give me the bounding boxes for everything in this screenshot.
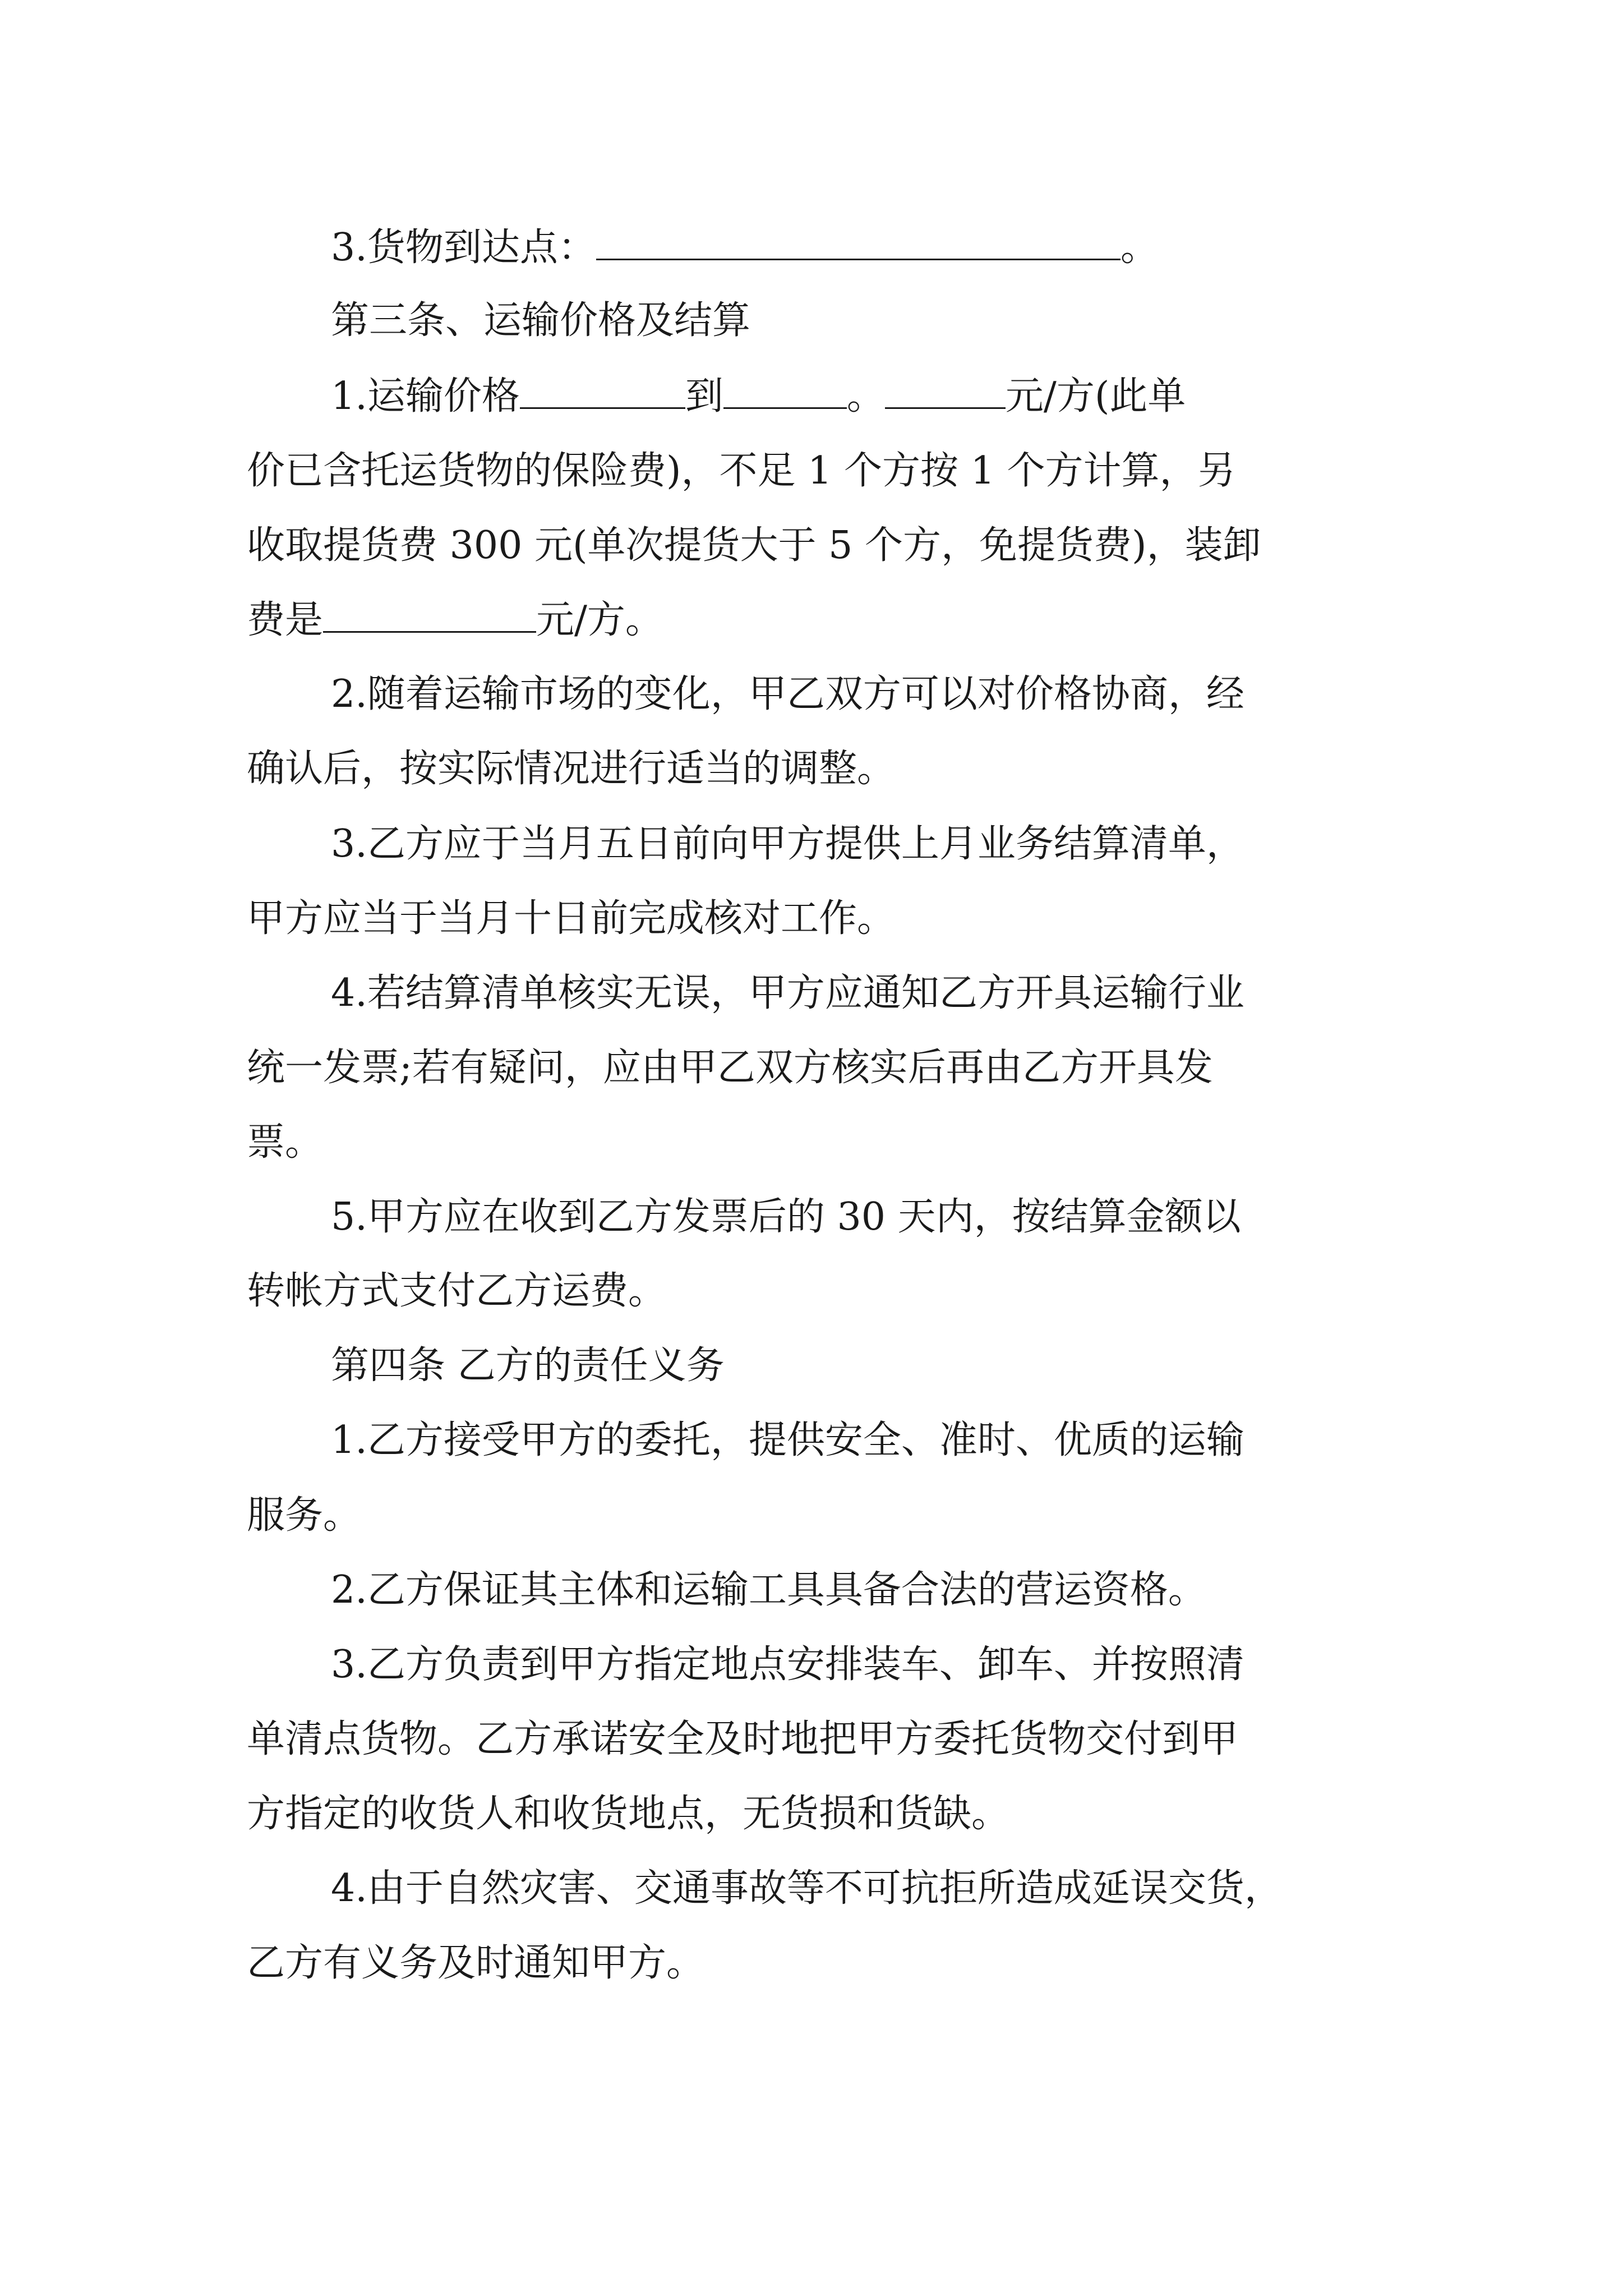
handling-fee-label: 费是 <box>247 598 324 642</box>
paragraph-line: 乙方有义务及时通知甲方。 <box>247 1941 705 1985</box>
price-from-blank <box>520 376 685 409</box>
paragraph-line: 服务。 <box>247 1493 362 1538</box>
handling-fee-unit: 元/方。 <box>536 598 663 642</box>
price-to-blank <box>723 376 847 409</box>
paragraph-line: 方指定的收货人和收货地点，无货损和货缺。 <box>247 1792 1010 1836</box>
section-4-heading: 第四条 乙方的责任义务 <box>331 1343 725 1388</box>
paragraph-line: 4.由于自然灾害、交通事故等不可抗拒所造成延误交货， <box>331 1866 1283 1911</box>
unit-price-blank <box>885 376 1006 409</box>
price-period: 。 <box>846 374 885 418</box>
paragraph-line: 5.甲方应在收到乙方发票后的 30 天内，按结算金额以 <box>331 1195 1241 1239</box>
price-to-label: 到 <box>685 374 723 418</box>
paragraph-line: 确认后，按实际情况进行适当的调整。 <box>247 747 896 791</box>
paragraph-line: 票。 <box>247 1120 324 1165</box>
paragraph-line: 2.随着运输市场的变化，甲乙双方可以对价格协商，经 <box>331 672 1244 716</box>
paragraph-line: 单清点货物。乙方承诺安全及时地把甲方委托货物交付到甲 <box>247 1717 1239 1761</box>
paragraph-line: 转帐方式支付乙方运费。 <box>247 1269 667 1313</box>
paragraph-line: 收取提货费 300 元(单次提货大于 5 个方，免提货费)，装卸 <box>247 523 1261 568</box>
unit-price-label: 元/方(此单 <box>1005 374 1186 418</box>
paragraph-line: 3.乙方应于当月五日前向甲方提供上月业务结算清单， <box>331 822 1244 866</box>
paragraph-line: 1.乙方接受甲方的委托，提供安全、准时、优质的运输 <box>331 1418 1244 1462</box>
arrival-point-label: 3.货物到达点： <box>331 226 596 270</box>
paragraph-line: 统一发票;若有疑问，应由甲乙双方核实后再由乙方开具发 <box>247 1046 1213 1090</box>
handling-fee-line <box>247 598 663 643</box>
paragraph-line: 价已含托运货物的保险费)，不足 1 个方按 1 个方计算，另 <box>247 449 1236 493</box>
paragraph-line: 3.乙方负责到甲方指定地点安排装车、卸车、并按照清 <box>331 1642 1244 1687</box>
arrival-point-line <box>331 226 1159 270</box>
price-line <box>331 374 1186 419</box>
handling-fee-blank <box>323 600 536 633</box>
paragraph-line: 甲方应当于当月十日前完成核对工作。 <box>247 896 896 941</box>
arrival-point-blank <box>596 227 1121 260</box>
arrival-point-end: 。 <box>1120 226 1159 270</box>
section-3-heading: 第三条、运输价格及结算 <box>331 298 751 343</box>
price-label: 1.运输价格 <box>331 374 520 418</box>
paragraph-line: 4.若结算清单核实无误，甲方应通知乙方开具运输行业 <box>331 971 1244 1015</box>
paragraph-line: 2.乙方保证其主体和运输工具具备合法的营运资格。 <box>331 1568 1206 1612</box>
